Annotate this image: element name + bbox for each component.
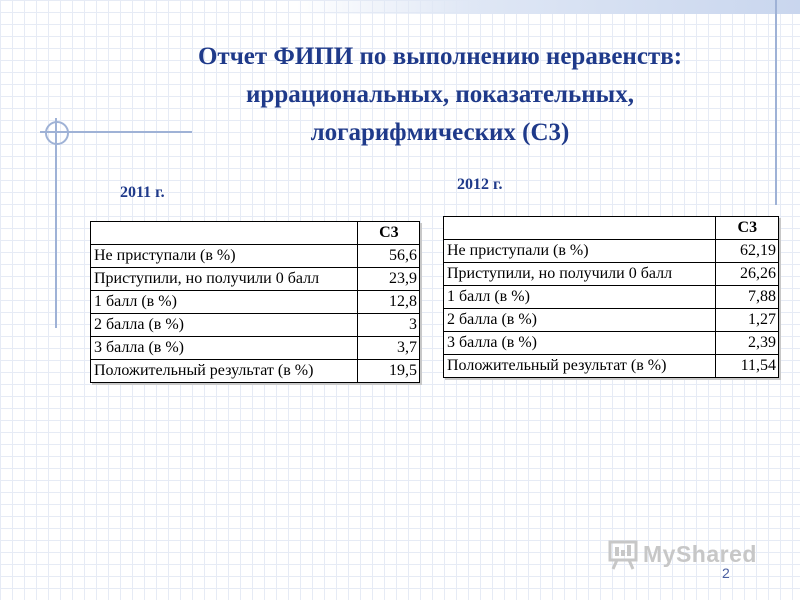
table-row (91, 268, 420, 291)
table-header-row (91, 222, 420, 245)
row-value: 62,19 (715, 240, 778, 263)
results-table-2012 (443, 216, 779, 378)
myshared-watermark (607, 537, 767, 573)
row-label: 3 балла (в %) (444, 332, 716, 355)
slide-title-line-2: иррациональных, показательных, (246, 81, 634, 108)
row-label: Положительный результат (в %) (91, 360, 358, 383)
slide-title-line-1: Отчет ФИПИ по выполнению неравенств: (197, 43, 683, 70)
table-row (91, 245, 420, 268)
slide-title (100, 38, 780, 152)
year-label-2012: 2012 г. (457, 176, 503, 193)
accent-circle (45, 121, 69, 145)
table-row (444, 355, 779, 378)
row-label: Приступили, но получили 0 балл (444, 263, 716, 286)
table-row (444, 332, 779, 355)
results-table-2011 (90, 221, 420, 383)
table-row (91, 291, 420, 314)
row-value: 23,9 (357, 268, 419, 291)
slide-title-line-3: логарифмических (С3) (310, 119, 570, 146)
table-row (444, 263, 779, 286)
row-label: Приступили, но получили 0 балл (91, 268, 358, 291)
table-row (444, 286, 779, 309)
row-value: 3,7 (357, 337, 419, 360)
row-value: 7,88 (715, 286, 778, 309)
row-value: 12,8 (357, 291, 419, 314)
watermark-text: MyShared (643, 541, 757, 567)
presentation-board-icon (607, 539, 639, 576)
row-label: Не приступали (в %) (91, 245, 358, 268)
row-label: 3 балла (в %) (91, 337, 358, 360)
row-value: 19,5 (357, 360, 419, 383)
table-header-row (444, 217, 779, 240)
table-row (444, 309, 779, 332)
row-label: 2 балла (в %) (91, 314, 358, 337)
header-empty-cell (91, 222, 358, 245)
row-value: 1,27 (715, 309, 778, 332)
row-value: 3 (357, 314, 419, 337)
left-vertical-accent-line (55, 118, 57, 328)
header-c3-cell: С3 (715, 217, 778, 240)
row-label: Положительный результат (в %) (444, 355, 716, 378)
row-label: 2 балла (в %) (444, 309, 716, 332)
table-row (91, 337, 420, 360)
row-value: 26,26 (715, 263, 778, 286)
table-row (91, 360, 420, 383)
table-row (91, 314, 420, 337)
header-c3-cell: С3 (357, 222, 419, 245)
row-value: 56,6 (357, 245, 419, 268)
top-decorative-bar (296, 0, 800, 14)
row-label: 1 балл (в %) (444, 286, 716, 309)
header-empty-cell (444, 217, 716, 240)
table-row (444, 240, 779, 263)
year-label-2011: 2011 г. (120, 184, 165, 201)
row-label: 1 балл (в %) (91, 291, 358, 314)
page-number: 2 (722, 565, 730, 581)
row-label: Не приступали (в %) (444, 240, 716, 263)
row-value: 2,39 (715, 332, 778, 355)
row-value: 11,54 (715, 355, 778, 378)
